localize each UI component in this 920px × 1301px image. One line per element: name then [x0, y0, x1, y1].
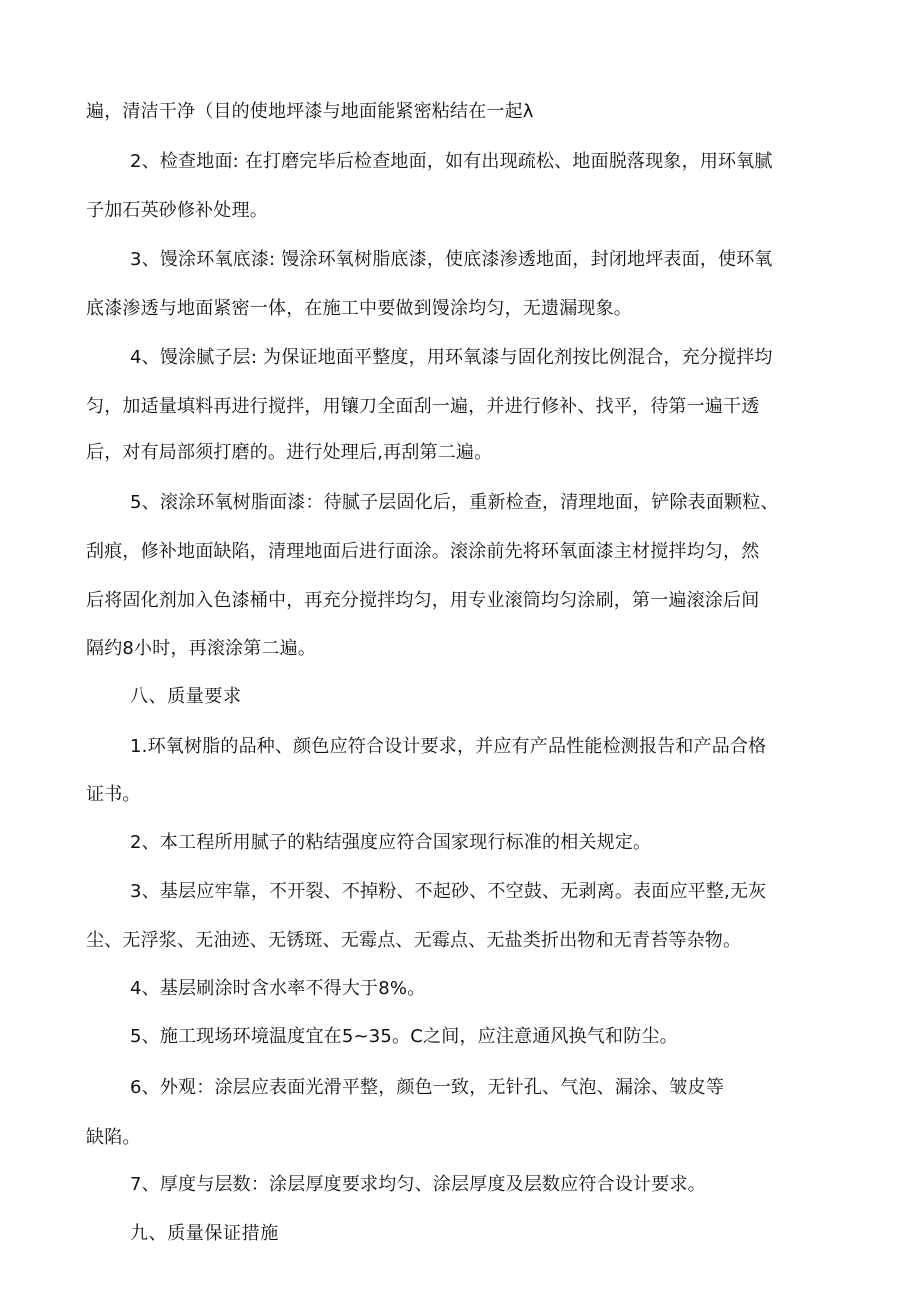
section-heading-9: 九、质量保证措施 [130, 1223, 279, 1244]
text-line-3: 子加石英砂修补处理。 [86, 200, 268, 221]
text-line-19: 4、基层刷涂时含水率不得大于8%。 [130, 978, 426, 999]
text-line-18: 尘、无浮浆、无油迹、无锈斑、无霉点、无霉点、无盐类折出物和无青苔等杂物。 [86, 930, 742, 951]
text-line-4: 3、馒涂环氧底漆: 馒涂环氧树脂底漆，使底漆渗透地面，封闭地坪表面，使环氧 [130, 249, 773, 270]
text-line-23: 7、厚度与层数：涂层厚度要求均匀、涂层厚度及层数应符合设计要求。 [130, 1174, 706, 1195]
text-line-5: 底漆渗透与地面紧密一体，在施工中要做到馒涂均匀，无遗漏现象。 [86, 298, 632, 319]
text-line-7: 匀，加适量填料再进行搅拌，用镶刀全面刮一遍，并进行修补、找平，待第一遍干透 [86, 396, 760, 417]
text-line-14: 1.环氧树脂的品种、颜色应符合设计要求，并应有产品性能检测报告和产品合格 [130, 736, 767, 757]
text-line-1: 遍，清洁干净（目的使地坪漆与地面能紧密粘结在一起λ [86, 101, 534, 122]
text-line-12: 隔约8小时，再滚涂第二遍。 [86, 638, 317, 659]
text-line-15: 证书。 [86, 784, 141, 805]
text-line-9: 5、滚涂环氧树脂面漆：待腻子层固化后，重新检查，清理地面，铲除表面颗粒、 [130, 492, 779, 513]
text-line-6: 4、馒涂腻子层: 为保证地面平整度，用环氧漆与固化剂按比例混合，充分搅拌均 [130, 347, 773, 368]
text-line-17: 3、基层应牢靠，不开裂、不掉粉、不起砂、不空鼓、无剥离。表面应平整,无灰 [130, 881, 767, 902]
section-heading-8: 八、质量要求 [130, 686, 242, 707]
text-line-11: 后将固化剂加入色漆桶中，再充分搅拌均匀，用专业滚筒均匀涂刷，第一遍滚涂后间 [86, 590, 760, 611]
text-line-8: 后，对有局部须打磨的。进行处理后,再刮第二遍。 [86, 442, 493, 463]
text-line-10: 刮痕，修补地面缺陷，清理地面后进行面涂。滚涂前先将环氧面漆主材搅拌均匀，然 [86, 541, 760, 562]
text-line-20: 5、施工现场环境温度宜在5~35。C之间，应注意通风换气和防尘。 [130, 1026, 678, 1047]
text-line-2: 2、检查地面: 在打磨完毕后检查地面，如有出现疏松、地面脱落现象，用环氧腻 [130, 151, 773, 172]
text-line-21: 6、外观：涂层应表面光滑平整，颜色一致，无针孔、气泡、漏涂、皱皮等 [130, 1077, 725, 1098]
text-line-22: 缺陷。 [86, 1127, 141, 1148]
text-line-16: 2、本工程所用腻子的粘结强度应符合国家现行标准的相关规定。 [130, 832, 652, 853]
